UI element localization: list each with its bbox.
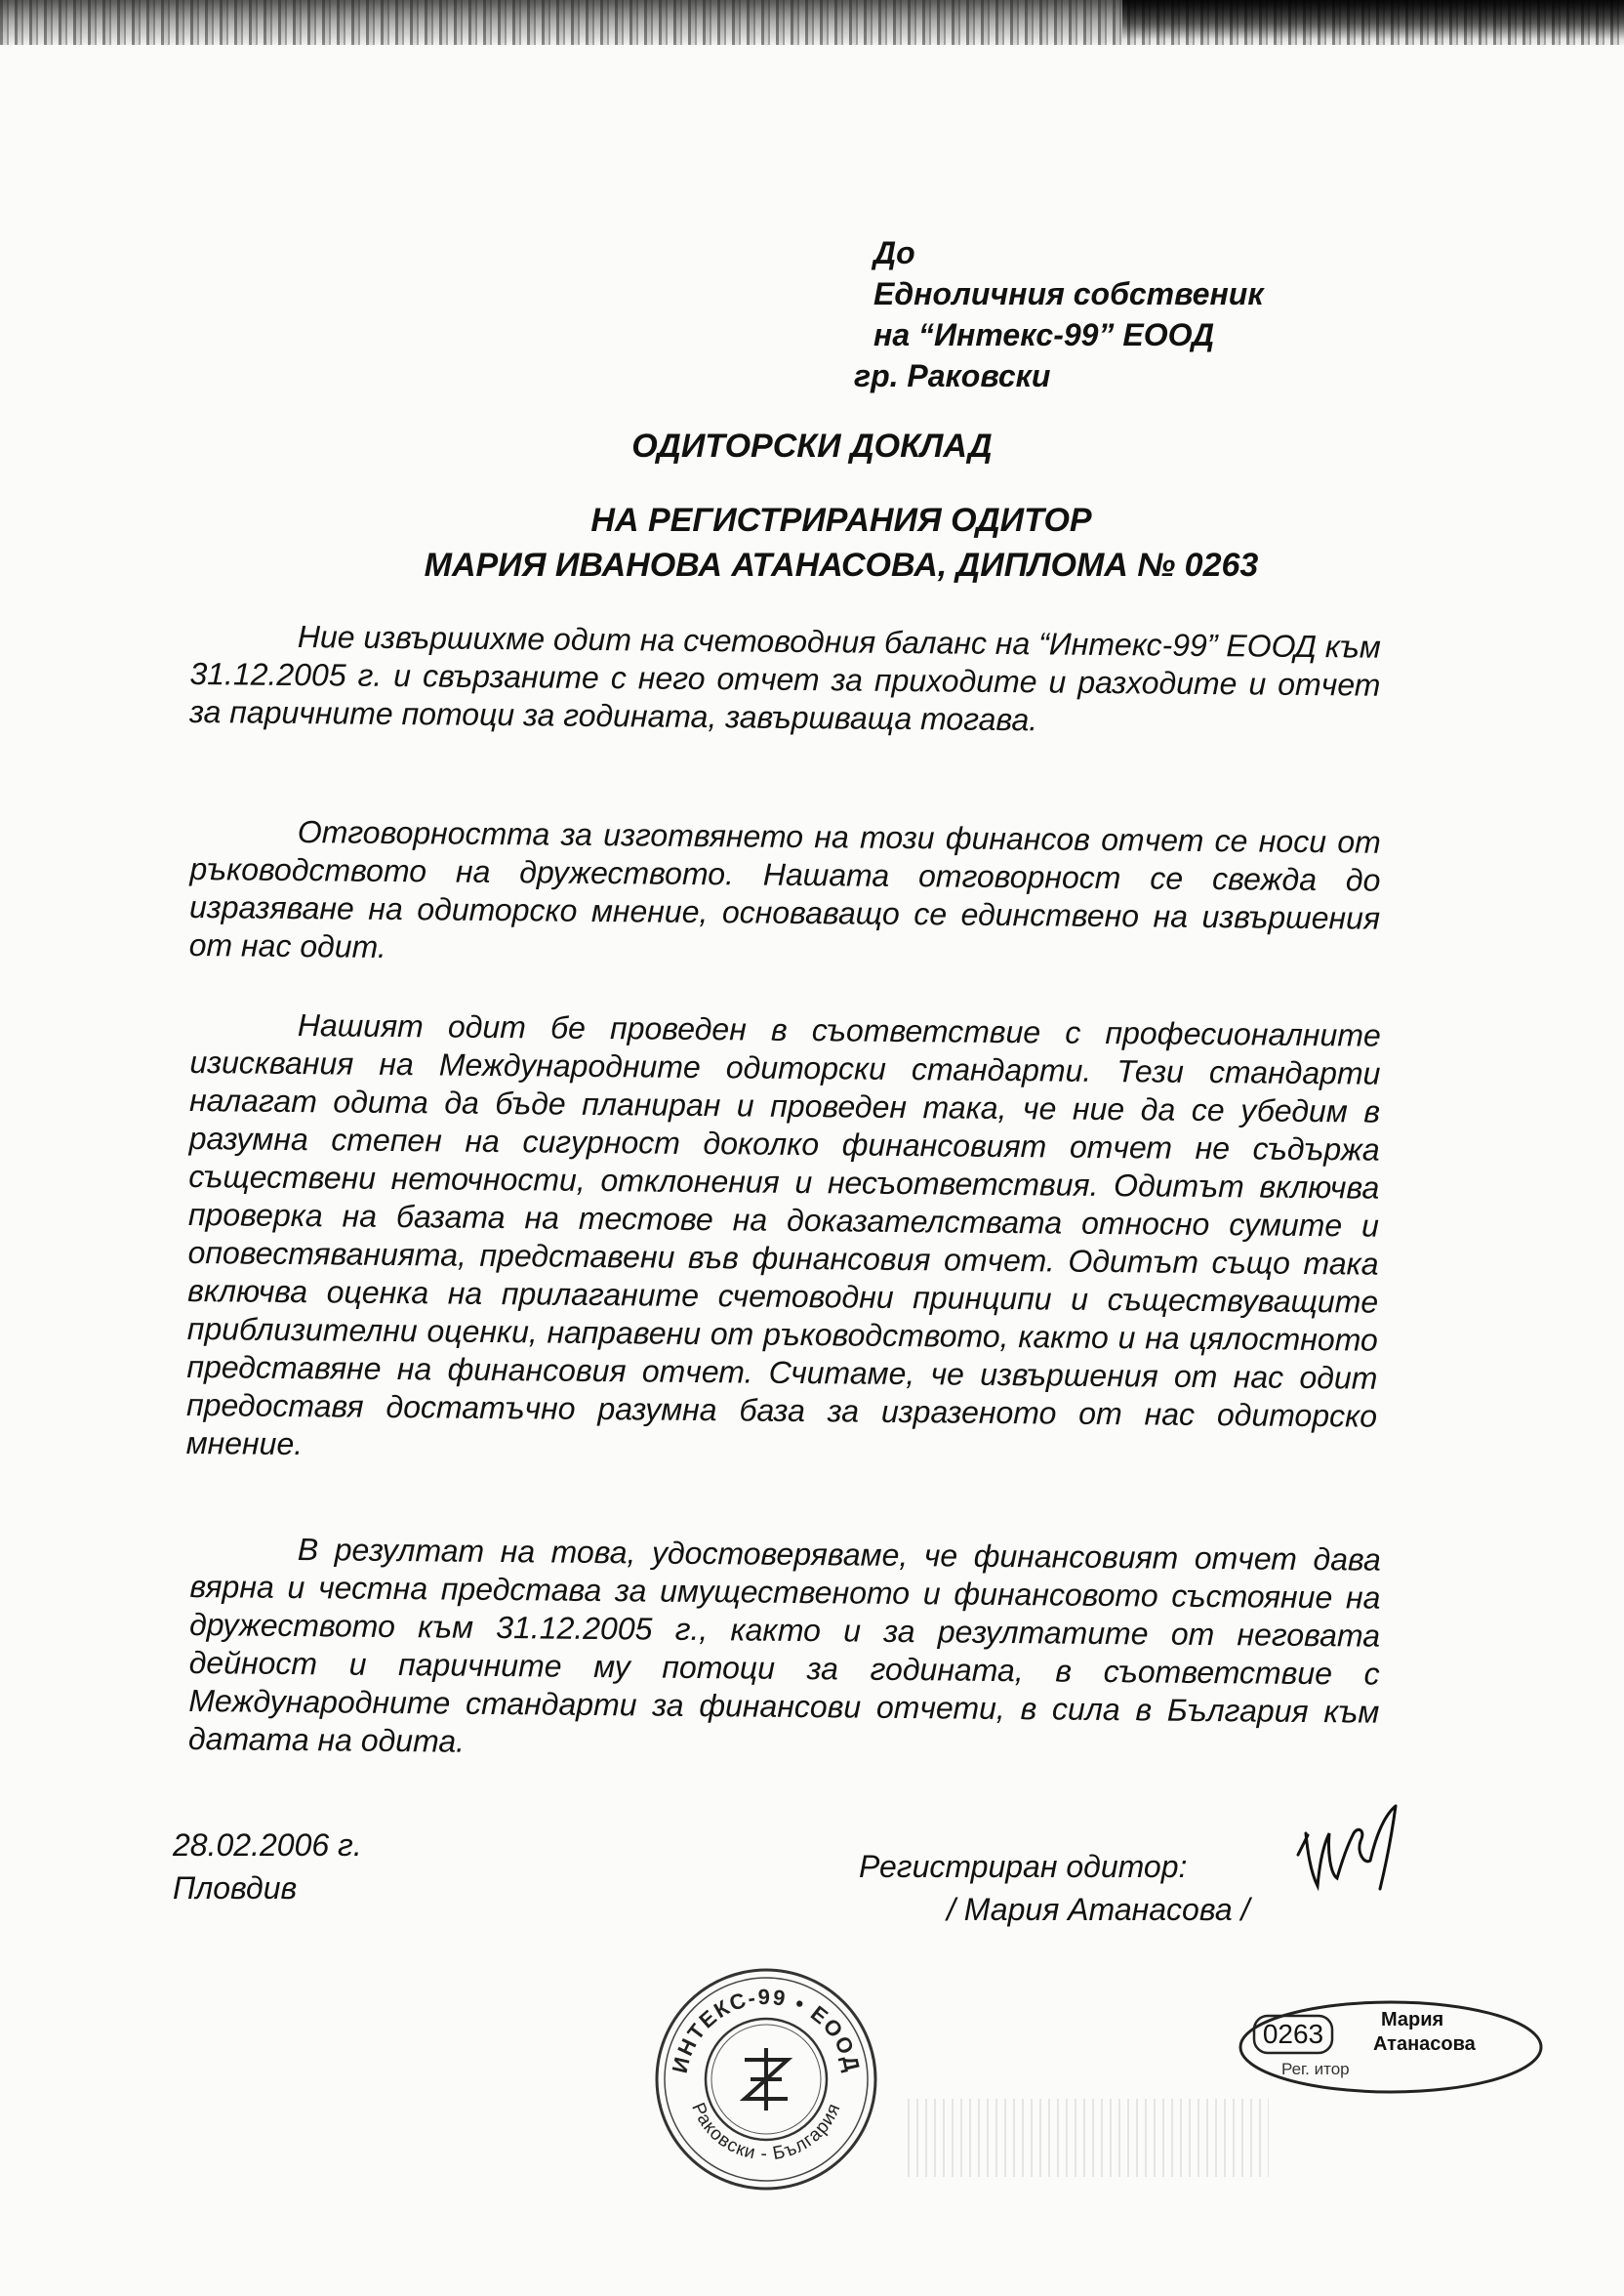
report-date: 28.02.2006 г.	[173, 1827, 362, 1863]
addressee-line-2: Едноличния собственик	[873, 276, 1264, 311]
addressee-block	[854, 232, 1264, 396]
stamp-name-line-1: Мария	[1381, 2009, 1444, 2030]
paragraph-1: Ние извършихме одит на счетоводния баланс на “Интекс-99” ЕООД към 31.12.2005 г. и свързаните с него отчет за приходите и разходите и отчет за паричните потоци за годината, завършваща тогава.	[188, 619, 1381, 738]
signer-title: Регистриран одитор:	[859, 1849, 1188, 1884]
paragraph-4: В резултат на това, удостоверяваме, че финансовият отчет дава вярна и честна представа за имущественото и финансовото състояние на дружеството към 31.12.2005 г., както и за резултатите от неговата дейност и паричните му потоци за годината, в съответствие с Международните стандарти за финансови отчети, в сила в България към датата на одита.	[187, 1532, 1381, 1759]
handwritten-signature	[1279, 1796, 1454, 1904]
auditor-stamp	[1235, 1996, 1547, 2104]
paragraph-3: Нашият одит бе проведен в съответствие с професионалните изисквания на Международните одиторски стандарти. Тези стандарти налагат одита да бъде планиран и проведен така, че ние да се убедим в разумна степен на сигурност доколко финансовият отчет не съдържа съществени неточности, отклонения и несъответствия. Одитът включва проверка на базата на тестове на доказателствата относно сумите и оповестяванията, представени във финансовия отчет. Одитът също така включва оценка на прилаганите счетоводни принципи и съществуващите приблизителни оценки, направени от ръководството, както и на цялостното представяне на финансовия отчет. Считаме, че извършения от нас одит предоставя достатъчно разумна база за изразеното от нас одиторско мнение.	[185, 1007, 1381, 1462]
stamp-bottom-text: Рег. итор	[1281, 2060, 1350, 2078]
signer-block	[859, 1845, 1249, 1931]
document-title: ОДИТОРСКИ ДОКЛАД	[631, 428, 993, 465]
addressee-line-4: гр. Раковски	[854, 358, 1051, 393]
stamp-number: 0263	[1262, 2019, 1324, 2049]
stamp-name-line-2: Атанасова	[1373, 2033, 1476, 2055]
seal-text-top: ИНТЕКС-99 • ЕООД	[667, 1984, 866, 2076]
document-subtitle-2: МАРИЯ ИВАНОВА АТАНАСОВА, ДИПЛОМА № 0263	[424, 547, 1259, 584]
date-place-block	[173, 1824, 362, 1909]
report-place: Пловдив	[173, 1870, 298, 1906]
signer-name: / Мария Атанасова /	[947, 1892, 1250, 1927]
scan-artifact-bottom	[908, 2099, 1269, 2177]
addressee-line-3: на “Интекс-99” ЕООД	[873, 317, 1215, 352]
document-subtitle-1: НА РЕГИСТРИРАНИЯ ОДИТОР	[590, 502, 1092, 539]
addressee-line-1: До	[873, 235, 915, 270]
seal-logo-icon	[745, 2048, 788, 2111]
paragraph-2: Отговорността за изготвянето на този финансов отчет се носи от ръководството на дружеството. Нашата отговорност се свежда до изразяване на одиторско мнение, основаващо се единствено на извършения от нас одит.	[188, 814, 1381, 964]
scan-artifact-top-dark	[1122, 0, 1624, 39]
seal-text-bottom: Раковски - България	[687, 2100, 845, 2165]
company-seal	[649, 1962, 883, 2196]
